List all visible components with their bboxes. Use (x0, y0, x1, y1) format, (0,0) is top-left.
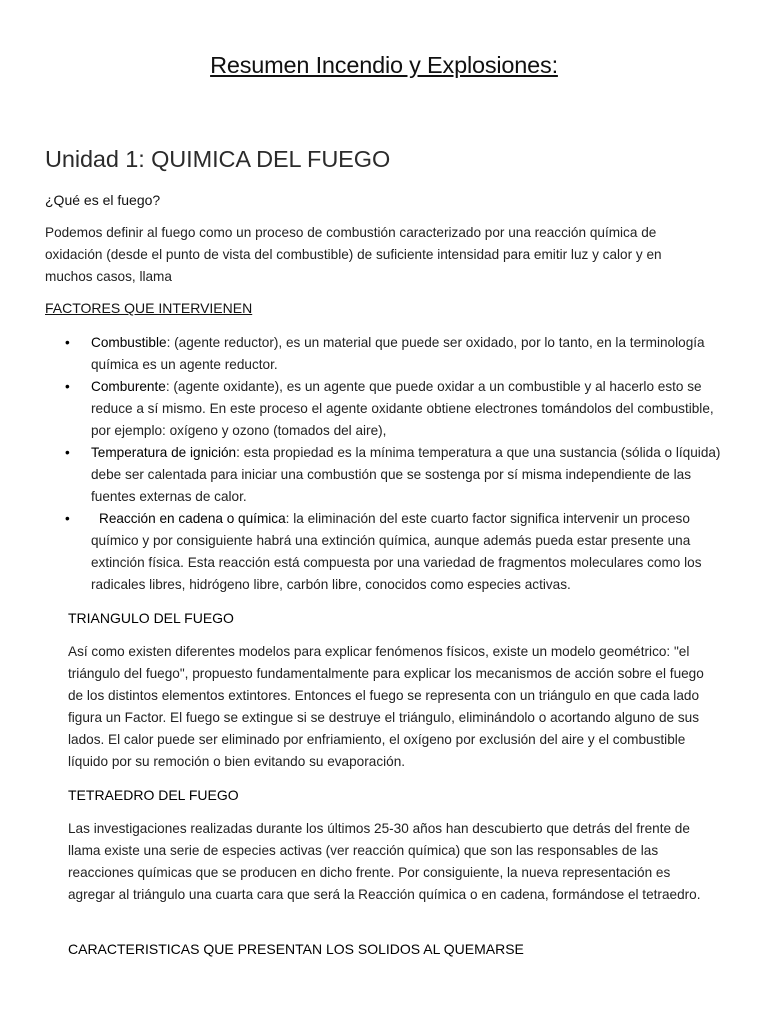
factor-text: : la eliminación del este cuarto factor significa intervenir un proceso químico y por consiguiente habrá una extinción química, aunque además pueda estar presente una extinción física. Esta reacción está compuesta por una variedad de fragmentos moleculares como los radicales libres, hidrógeno libre, carbón libre, conocidos como especies activas. (91, 511, 702, 592)
factor-item (45, 508, 735, 596)
question-heading: ¿Qué es el fuego? (45, 192, 161, 208)
document-title: Resumen Incendio y Explosiones: (210, 52, 558, 78)
solids-heading: CARACTERISTICAS QUE PRESENTAN LOS SOLIDOS AL QUEMARSE (68, 941, 524, 957)
factor-term: Temperatura de ignición (91, 445, 237, 460)
factors-list (45, 332, 735, 596)
factor-item (45, 332, 735, 376)
factor-item (45, 442, 735, 508)
tetrahedron-paragraph: Las investigaciones realizadas durante los últimos 25-30 años han descubierto que detrás del frente de llama existe una serie de especies activas (ver reacción química) que son las responsables de las reacciones químicas que se producen en dicho frente. Por consiguiente, la nueva representación es agregar al triángulo una cuarta cara que será la Reacción química o en cadena, formándose el tetraedro. (68, 821, 701, 902)
bullet-icon: • (65, 511, 70, 526)
factors-heading: FACTORES QUE INTERVIENEN (45, 300, 253, 316)
bullet-icon: • (65, 445, 70, 460)
factor-text: : (agente reductor), es un material que puede ser oxidado, por lo tanto, en la terminología química es un agente reductor. (91, 335, 705, 372)
factor-term: Comburente (91, 379, 166, 394)
factor-text: : esta propiedad es la mínima temperatura a que una sustancia (sólida o líquida) debe ser calentada para iniciar una combustión que se sostenga por sí misma independiente de las fuentes externas de calor. (91, 445, 721, 504)
intro-paragraph: Podemos definir al fuego como un proceso de combustión caracterizado por una reacción química de oxidación (desde el punto de vista del combustible) de suficiente intensidad para emitir luz y calor y en muchos casos, llama (45, 225, 662, 284)
triangle-paragraph: Así como existen diferentes modelos para explicar fenómenos físicos, existe un modelo geométrico: "el triángulo del fuego", propuesto fundamentalmente para explicar los mecanismos de acción sobre el fuego de los distintos elementos extintores. Entonces el fuego se representa con un triángulo en que cada lado figura un Factor. El fuego se extingue si se destruye el triángulo, eliminándolo o acortando alguno de sus lados. El calor puede ser eliminado por enfriamiento, el oxígeno por exclusión del aire y el combustible líquido por su remoción o bien evitando su evaporación. (68, 644, 704, 769)
bullet-icon: • (65, 335, 70, 350)
triangle-heading: TRIANGULO DEL FUEGO (68, 610, 234, 626)
factor-text: : (agente oxidante), es un agente que puede oxidar a un combustible y al hacerlo esto se reduce a sí mismo. En este proceso el agente oxidante obtiene electrones tomándolos del combustible, por ejemplo: oxígeno y ozono (tomados del aire), (91, 379, 714, 438)
unit-heading: Unidad 1: QUIMICA DEL FUEGO (45, 146, 391, 172)
bullet-icon: • (65, 379, 70, 394)
factor-item (45, 376, 735, 442)
tetrahedron-heading: TETRAEDRO DEL FUEGO (68, 787, 239, 803)
factor-term: Reacción en cadena o química (99, 511, 286, 526)
factor-term: Combustible (91, 335, 167, 350)
